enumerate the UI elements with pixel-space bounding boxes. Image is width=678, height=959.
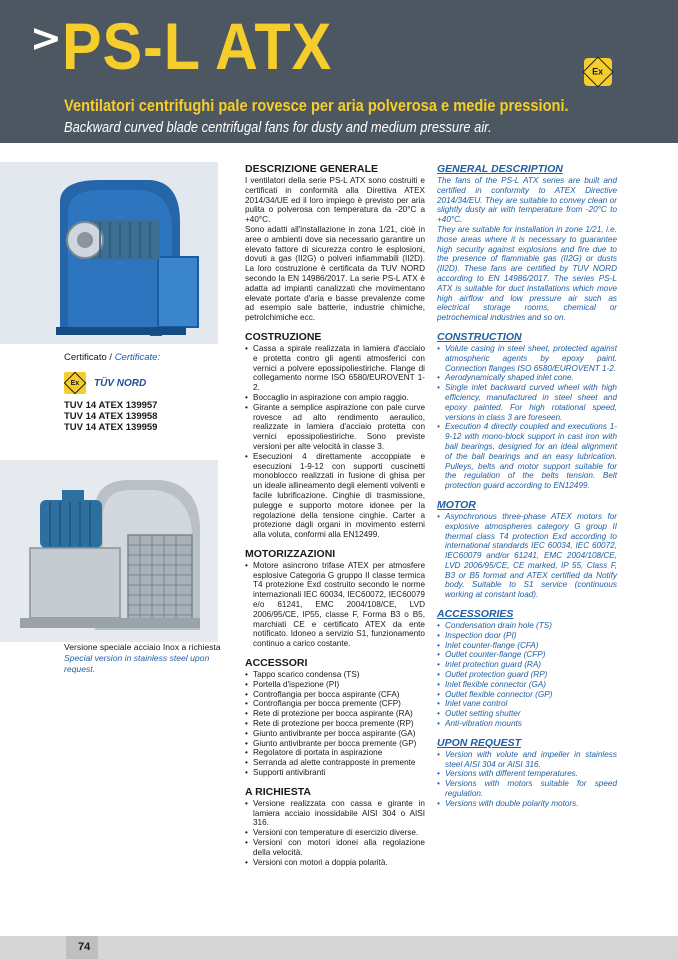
list-item: • Versione realizzata con cassa e girante in lamiera acciaio inossidabile AISI 304 o AISI 316. — [245, 799, 425, 828]
stainless-caption-it: Versione speciale acciaio Inox a richiesta — [64, 642, 221, 652]
list-item: • Versions with different temperatures. — [437, 769, 617, 779]
list-item: • Regolatore di portata in aspirazione — [245, 748, 425, 758]
page-number: 74 — [78, 941, 91, 953]
list-item: • Outlet protection guard (RP) — [437, 670, 617, 680]
list-item: • Condensation drain hole (TS) — [437, 621, 617, 631]
header-band — [0, 0, 678, 143]
ex-logo-text: Ex — [70, 379, 80, 387]
fan-photo-stainless — [0, 460, 218, 642]
subtitle-italian: Ventilatori centrifughi pale rovesce per aria polverosa e medie pressioni. — [64, 96, 569, 115]
en-general-heading: GENERAL DESCRIPTION — [437, 163, 563, 175]
list-item: • Controflangia per bocca premente (CFP) — [245, 699, 425, 709]
list-item: • Serranda ad alette contrapposte in premente — [245, 758, 425, 768]
en-construction-section — [437, 331, 617, 491]
en-request-heading: UPON REQUEST — [437, 736, 522, 749]
list-item: • Single inlet backward curved wheel with high efficiency, manufactured in steel sheet and epoxy painted. For high rotational speed, versions in class 3 are foreseen. — [437, 383, 617, 422]
atex-ex-icon — [584, 58, 612, 86]
it-general-heading: DESCRIZIONE GENERALE — [245, 163, 379, 175]
en-request-section — [437, 737, 617, 809]
list-item: • Inspection door (PI) — [437, 631, 617, 641]
list-item: • Versions with motors suitable for speed regulation. — [437, 779, 617, 799]
list-item: • Portella d'ispezione (PI) — [245, 680, 425, 690]
list-item: • Inlet protection guard (RA) — [437, 660, 617, 670]
list-item: • Boccaglio in aspirazione con ampio raggio. — [245, 393, 425, 403]
it-construction-section — [245, 331, 425, 540]
list-item: • Controflangia per bocca aspirante (CFA) — [245, 690, 425, 700]
list-item: • Motore asincrono trifase ATEX per atmosfere esplosive Categoria G gruppo II classe termica T4 protezione Exd costruito secondo le norme internazionali IEC 60034, IEC60072, IEC60079 e/o 61241, EMC 2004/108/CE, LVD 2006/95/CE, IP55, classe F, Forma B3 o B5, marchiati CE e certificato ATEX da ente notificato. Idoneo a servizio S1, funzionamento continuo a carico costante. — [245, 561, 425, 649]
italian-column — [245, 163, 425, 875]
it-motors-heading: MOTORIZZAZIONI — [245, 547, 336, 560]
en-motor-heading: MOTOR — [437, 498, 476, 511]
atex-badge-text: Ex — [592, 66, 604, 77]
it-request-section — [245, 786, 425, 868]
footer-band — [0, 936, 678, 959]
certificate-codes — [64, 400, 157, 433]
list-item: • Aerodynamically shaped inlet cone. — [437, 373, 617, 383]
it-request-heading: A RICHIESTA — [245, 785, 311, 798]
list-item: • Versioni con motori a doppia polarità. — [245, 858, 425, 868]
certificate-label-en: Certificate: — [114, 352, 161, 363]
list-item: • Versioni con motori idonei alla regolazione della velocità. — [245, 838, 425, 858]
stainless-caption — [64, 642, 224, 675]
certificate-code: TUV 14 ATEX 139959 — [64, 422, 158, 433]
list-item: • Giunto antivibrante per bocca aspirante (GA) — [245, 729, 425, 739]
list-item: • Volute casing in steel sheet, protected against atmospheric agents by epoxy paint. Connection flanges ISO 6580/EUROVENT 1-2. — [437, 344, 617, 373]
english-column — [437, 163, 617, 817]
list-item: • Outlet flexible connector (GP) — [437, 690, 617, 700]
en-accessories-section — [437, 608, 617, 729]
page-title: PS-L ATX — [62, 9, 333, 83]
it-accessories-heading: ACCESSORI — [245, 657, 308, 670]
list-item: • Outlet setting shutter — [437, 709, 617, 719]
en-general-section — [437, 163, 617, 323]
paragraph: They are suitable for installation in zone 1/21, i.e. those areas where it is necessary to guarantee high security against explosions and fire due to the presence of flammable gas (II2G) or dusts (II2D). These fans are certified by TUV NORD according to EN 14986/2017. The series PS-L ATX is suitable for duct installations which move high airflow and low pressure air such as electrical storage rooms, chemical or petrochemical industries and so on. — [437, 224, 617, 323]
list-item: • Execution 4 directly coupled and executions 1-9-12 with mono-block support in cast iron with ball bearings, designed for an ideal alignment of the ball bearings and an easy lubrication. Pulleys, belts and motor support suitable for the regulation of the belts tension. Belt protection guard according to EN12499. — [437, 422, 617, 491]
ex-logo-icon — [64, 372, 86, 394]
en-motor-section — [437, 499, 617, 600]
paragraph: The fans of the PS-L ATX series are built and certified in conformity to ATEX Directive 2014/34/EU. They are suitable to convey clean or slightly dusty air with temperature from -20°C to +40°C. — [437, 176, 617, 225]
it-motors-section — [245, 548, 425, 649]
certification-logos — [64, 370, 146, 396]
certificate-label-it: Certificato / — [64, 352, 115, 363]
list-item: • Outlet counter-flange (CFP) — [437, 650, 617, 660]
fan-photo-standard — [0, 162, 218, 344]
it-general-section — [245, 163, 425, 323]
list-item: • Cassa a spirale realizzata in lamiera d'acciaio e protetta contro gli agenti atmosferici con vernici a polvere epossipoliestiriche. Flange di collegamento norme ISO 6580/EUROVENT 1-2. — [245, 344, 425, 393]
list-item: • Rete di protezione per bocca premente (RP) — [245, 719, 425, 729]
certificate-code: TUV 14 ATEX 139958 — [64, 411, 158, 422]
list-item: • Versions with double polarity motors. — [437, 799, 617, 809]
it-construction-heading: COSTRUZIONE — [245, 330, 322, 343]
list-item: • Anti-vibration mounts — [437, 719, 617, 729]
en-accessories-heading: ACCESSORIES — [437, 608, 514, 621]
list-item: • Giunto antivibrante per bocca premente (GP) — [245, 739, 425, 749]
list-item: • Esecuzioni 4 direttamente accoppiate e esecuzioni 1-9-12 con supporti cuscinetti monoblocco realizzati in fusione di ghisa per un ideale allineamento degli elementi volventi e facile lubrificazione. Cinghie di trasmissione, pulegge e supporto motore idonee per la regolazione della tensione cinghie. Carter a protezione dagli organi in movimento esterni alla voluta, conformi alla EN12499. — [245, 452, 425, 540]
en-construction-heading: CONSTRUCTION — [437, 330, 522, 343]
certificate-code: TUV 14 ATEX 139957 — [64, 400, 158, 411]
list-item: • Tappo scarico condensa (TS) — [245, 670, 425, 680]
list-item: • Girante a semplice aspirazione con pale curve rovesce ad alto rendimento aeraulico, realizzate in lamiera d'acciaio protetta con vernici epossipoliestiriche. Sono previste versioni per alte velocità in classe 3. — [245, 403, 425, 452]
list-item: • Version with volute and impeller in stainless steel AISI 304 or AISI 316. — [437, 750, 617, 770]
it-accessories-section — [245, 657, 425, 778]
list-item: • Inlet vane control — [437, 699, 617, 709]
stainless-caption-en: Special version in stainless steel upon request. — [64, 653, 210, 674]
list-item: • Inlet flexible connector (GA) — [437, 680, 617, 690]
paragraph: Sono adatti all'installazione in zona 1/21, cioè in aree o ambienti dove sia necessario garantire un elevato fattore di sicurezza contro le esplosioni, dovuti a gas (II2G) o polveri infiammabili (II2D). La loro costruzione è certificata da TUV NORD secondo la EN 14986/2017. La serie PS-L ATX è adatta ad impianti canalizzati che movimentano elevate portate d'aria e basse prevalenze come ad esempio sale batterie, industrie chimiche, petrolchimiche ecc. — [245, 224, 425, 323]
list-item: • Supporti antivibranti — [245, 768, 425, 778]
paragraph: I ventilatori della serie PS-L ATX sono costruiti e certificati in conformità alla Direttiva ATEX 2014/34/UE ed il loro impiego è previsto per aria pulita o polverosa con temperatura da -20°C a +40°C. — [245, 176, 425, 225]
subtitle-english: Backward curved blade centrifugal fans for dusty and medium pressure air. — [64, 119, 492, 136]
tuv-nord-logo: TÜV NORD — [94, 377, 147, 389]
list-item: • Versioni con temperature di esercizio diverse. — [245, 828, 425, 838]
list-item: • Inlet counter-flange (CFA) — [437, 641, 617, 651]
chevron-icon: > — [30, 16, 62, 60]
list-item: • Rete di protezione per bocca aspirante (RA) — [245, 709, 425, 719]
certificate-label — [64, 352, 160, 363]
list-item: • Asynchronous three-phase ATEX motors for explosive atmospheres category G group II thermal class T4 protection Exd according to international standards IEC 60034, IEC 60072, IEC60079 and/or 61241, EMC 2004/108/CE, LVD 2006/95/CE, CE marked, IP 55, Class F, B3 or B5 format and ATEX certified da Notify body. Suitable to S1 service (continuous working at constant load). — [437, 512, 617, 600]
